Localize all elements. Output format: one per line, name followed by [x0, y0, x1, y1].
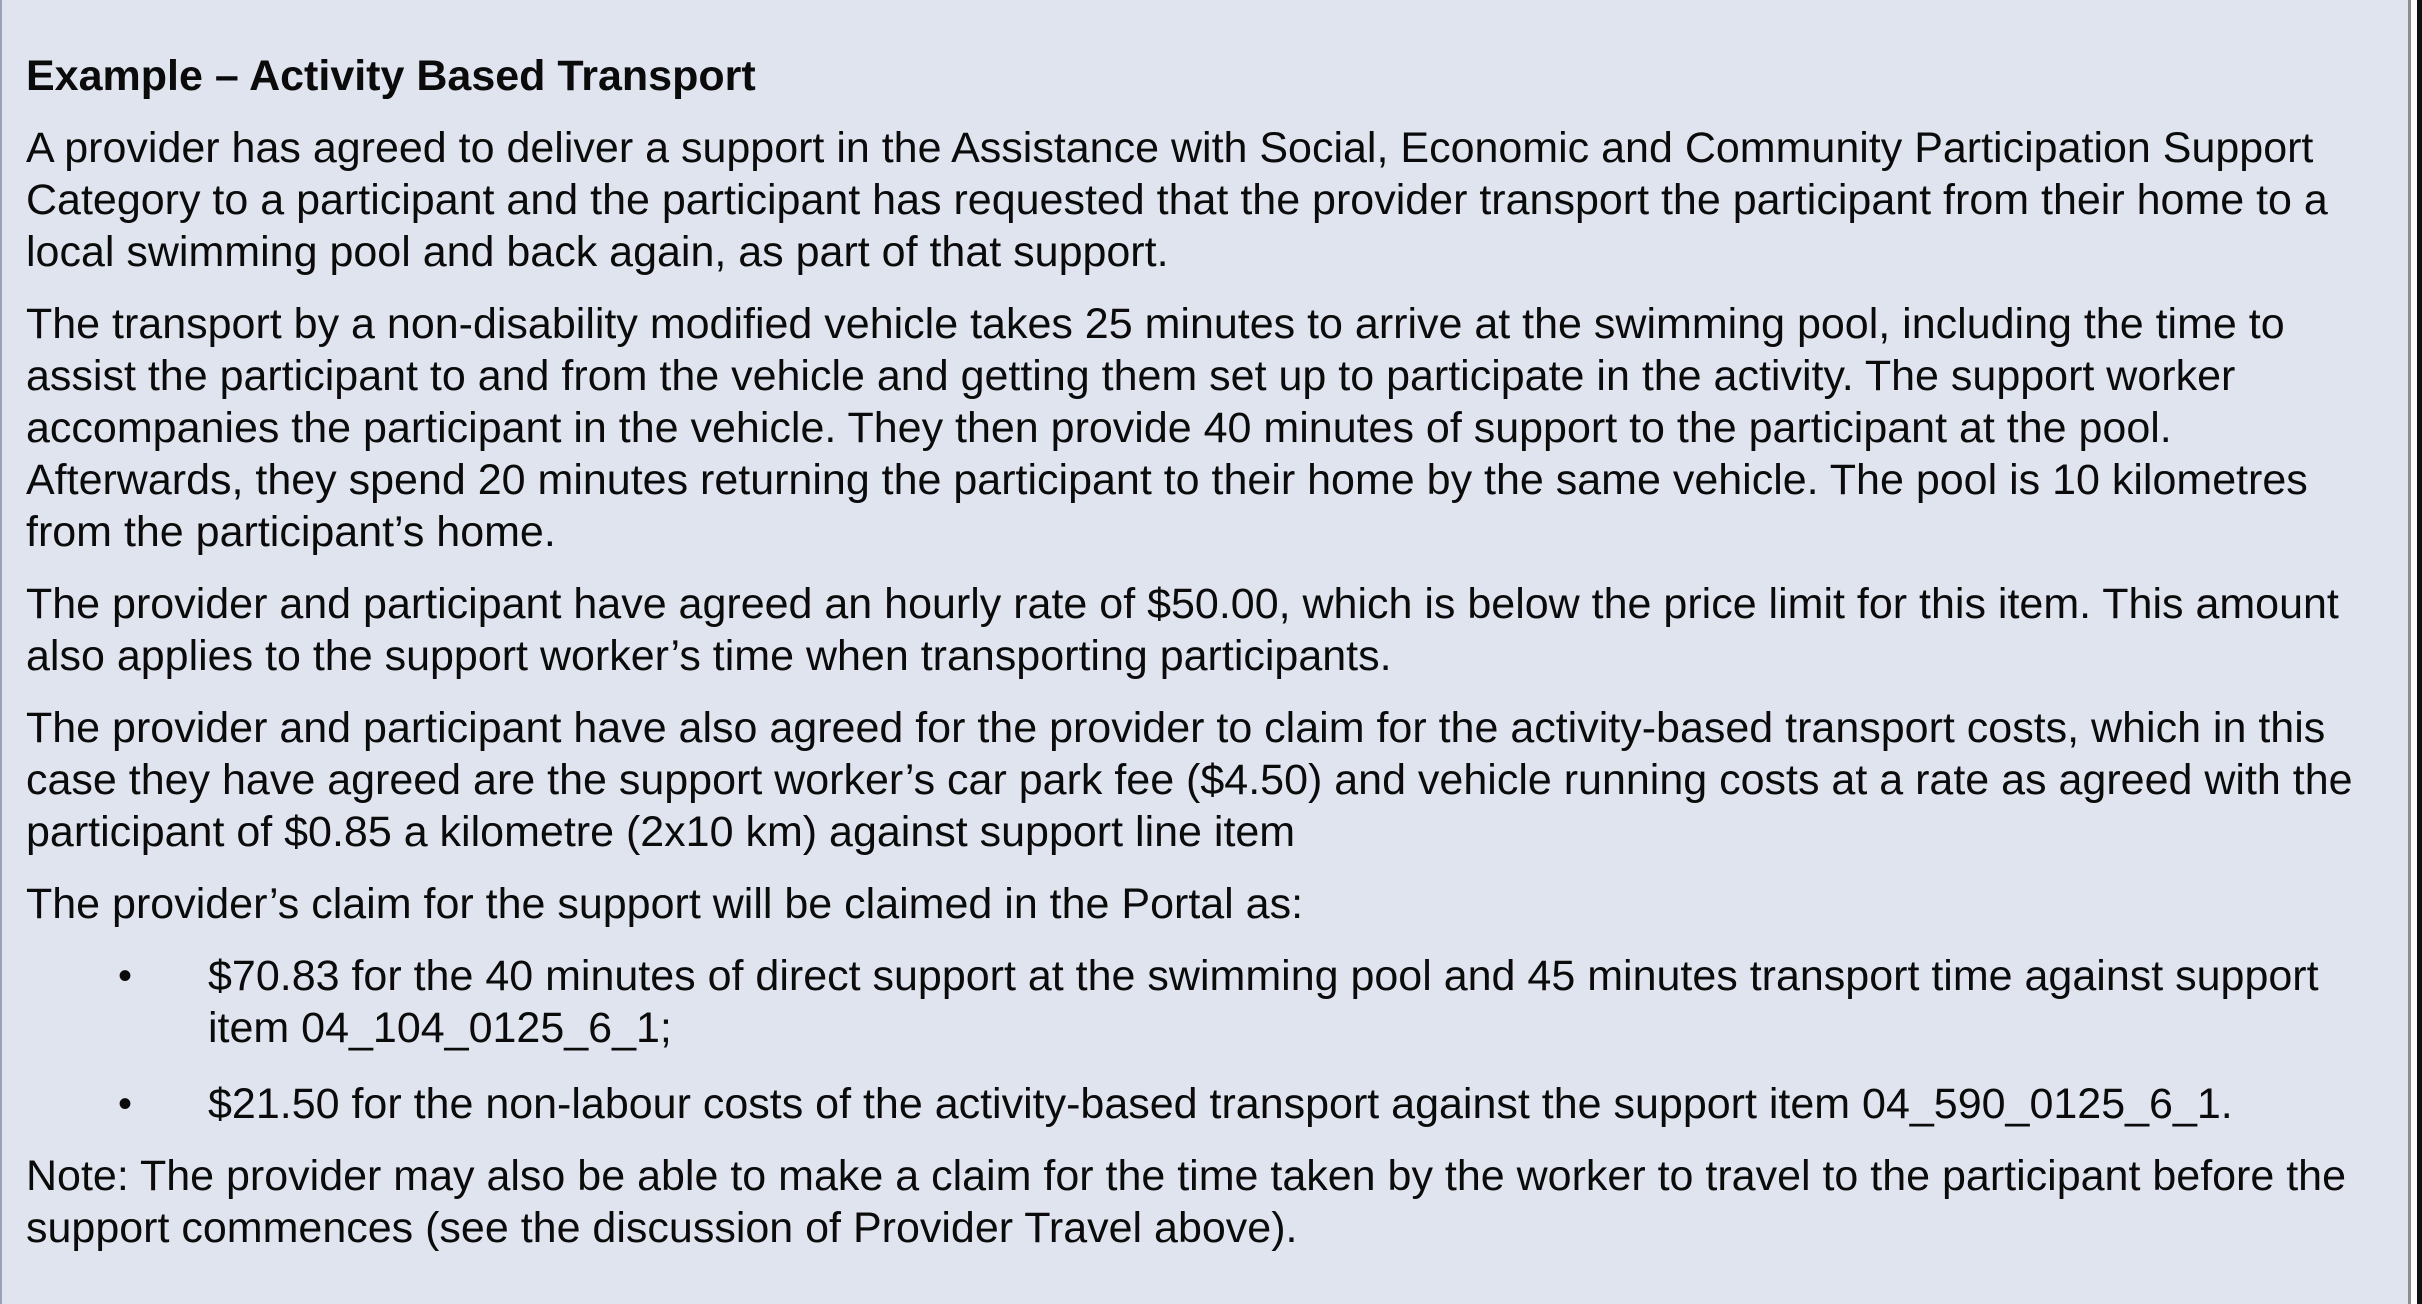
- bullet-icon: •: [118, 954, 133, 998]
- list-item: [26, 950, 2396, 1054]
- list-item: [26, 1078, 2396, 1130]
- paragraph-transport-costs: The provider and participant have also agreed for the provider to claim for the activity-based transport costs, which in this case they have agreed are the support worker’s car park fee ($4.50) and vehicle running costs at a rate as agreed with the participant of $0.85 a kilometre (2x10 km) against support line item: [26, 704, 2353, 856]
- claim-text: $70.83 for the 40 minutes of direct support at the swimming pool and 45 minutes transport time against support item 04_104_0125_6_1;: [208, 952, 2319, 1052]
- paragraph-hourly-rate: The provider and participant have agreed an hourly rate of $50.00, which is below the price limit for this item. This amount also applies to the support worker’s time when transporting participants.: [26, 580, 2339, 680]
- claim-list: [26, 950, 2396, 1130]
- paragraph-claim-intro: The provider’s claim for the support will be claimed in the Portal as:: [26, 880, 1304, 928]
- example-content: [26, 50, 2396, 1274]
- claim-text: $21.50 for the non-labour costs of the activity-based transport against the support item 04_590_0125_6_1.: [208, 1080, 2233, 1128]
- paragraph-transport-details: The transport by a non-disability modified vehicle takes 25 minutes to arrive at the swimming pool, including the time to assist the participant to and from the vehicle and getting them set up to participate in the activity. The support worker accompanies the participant in the vehicle. They then provide 40 minutes of support to the participant at the pool. Afterwards, they spend 20 minutes returning the participant to their home by the same vehicle. The pool is 10 kilometres from the participant’s home.: [26, 300, 2308, 556]
- note-text: Note: The provider may also be able to make a claim for the time taken by the worker to travel to the participant before the support commences (see the discussion of Provider Travel above).: [26, 1152, 2347, 1252]
- bullet-icon: •: [118, 1082, 133, 1126]
- paragraph-scenario: A provider has agreed to deliver a support in the Assistance with Social, Economic and Community Participation Support Category to a participant and the participant has requested that the provider transport the participant from their home to a local swimming pool and back again, as part of that support.: [26, 124, 2328, 276]
- example-title: Example – Activity Based Transport: [26, 52, 756, 100]
- right-edge-bar: [2408, 0, 2422, 1304]
